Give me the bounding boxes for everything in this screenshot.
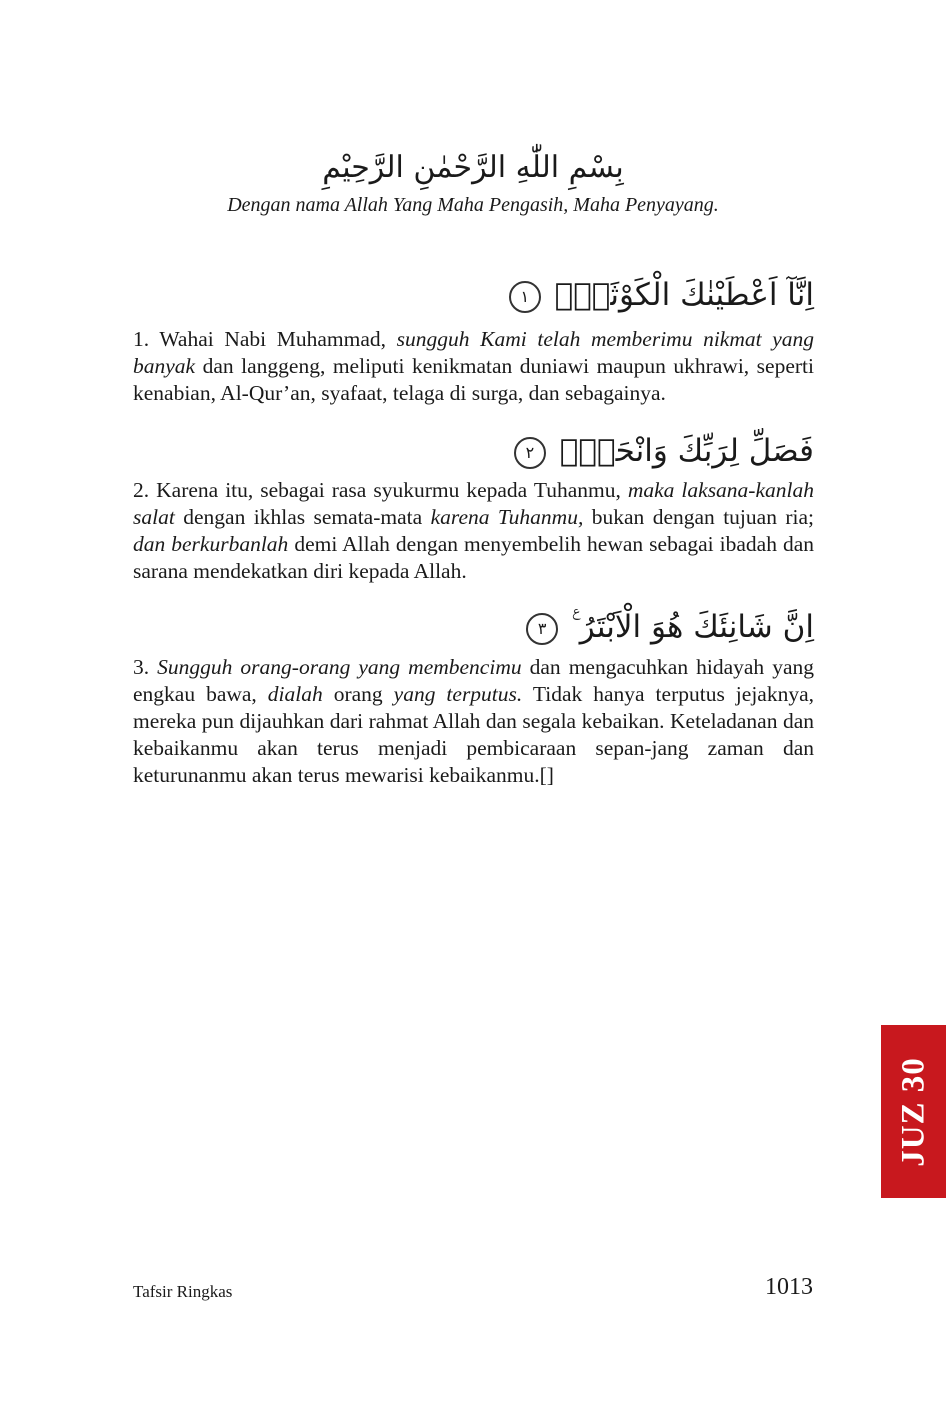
tafsir-segment: 3. bbox=[133, 655, 158, 679]
tafsir-quote-segment: dialah bbox=[267, 682, 323, 706]
tafsir-quote-segment: yang terputus. bbox=[393, 682, 523, 706]
tafsir-segment: 2. Karena itu, sebagai rasa syukurmu kepada Tuhanmu, bbox=[133, 478, 628, 502]
tafsir-segment: dan mengacuhkan hidayah yang engkau bawa, bbox=[133, 655, 814, 706]
tafsir-segment: bukan dengan tujuan ria; bbox=[583, 505, 815, 529]
tafsir-segment: orang bbox=[322, 682, 394, 706]
ayah-3-text: اِنَّ شَانِئَكَ هُوَ الْاَبْتَرُ ࣖ bbox=[572, 609, 814, 645]
ayah-1-tafsir bbox=[133, 326, 814, 407]
tafsir-segment: 1. Wahai Nabi Muhammad, bbox=[133, 327, 397, 351]
ayah-1-text: اِنَّآ اَعْطَيْنٰكَ الْكَوْثَرَۗ bbox=[554, 277, 814, 313]
basmalah-arabic: بِسْمِ اللّٰهِ الرَّحْمٰنِ الرَّحِيْمِ bbox=[322, 150, 624, 185]
juz-side-tab bbox=[881, 1025, 946, 1198]
ayah-3-tafsir bbox=[133, 654, 814, 789]
tafsir-segment: dan langgeng, meliputi kenikmatan duniawi maupun ukhrawi, seperti kenabian, Al-Qur’an, syafaat, telaga di surga, dan sebagainya. bbox=[133, 354, 814, 405]
tafsir-quote-segment: sungguh Kami telah memberimu nikmat yang banyak bbox=[133, 327, 814, 378]
juz-label: JUZ 30 bbox=[895, 1056, 931, 1167]
tafsir-quote-segment: karena Tuhanmu, bbox=[430, 505, 584, 529]
ayah-number-marker: ٣ bbox=[526, 613, 558, 645]
ayah-1-arabic bbox=[132, 272, 814, 318]
ayah-number-marker: ٢ bbox=[514, 437, 546, 469]
tafsir-quote-segment: Sungguh orang-orang yang membencimu bbox=[157, 655, 522, 679]
page-number: 1013 bbox=[765, 1274, 813, 1300]
ayah-2-text: فَصَلِّ لِرَبِّكَ وَانْحَرْۗ bbox=[559, 433, 814, 469]
tafsir-quote-segment: dan berkurbanlah bbox=[133, 532, 289, 556]
tafsir-segment: demi Allah dengan menyembelih hewan sebagai ibadah dan sarana mendekatkan diri kepada Allah. bbox=[133, 532, 815, 583]
ayah-number-marker: ١ bbox=[509, 281, 541, 313]
tafsir-segment: Tidak hanya terputus jejaknya, mereka pun dijauhkan dari rahmat Allah dan segala kebaikan. Keteladanan dan kebaikanmu akan terus menjadi pembicaraan sepan-jang zaman dan keturunanmu akan terus mewarisi kebaikanmu.[] bbox=[133, 682, 814, 787]
basmalah-translation: Dengan nama Allah Yang Maha Pengasih, Maha Penyayang. bbox=[227, 194, 719, 216]
tafsir-quote-segment: maka laksana-kanlah salat bbox=[133, 478, 814, 529]
ayah-2-tafsir bbox=[133, 477, 814, 585]
ayah-3-arabic bbox=[132, 604, 814, 650]
tafsir-segment: dengan ikhlas semata-mata bbox=[174, 505, 431, 529]
ayah-2-arabic bbox=[132, 428, 814, 474]
book-title: Tafsir Ringkas bbox=[133, 1282, 233, 1301]
